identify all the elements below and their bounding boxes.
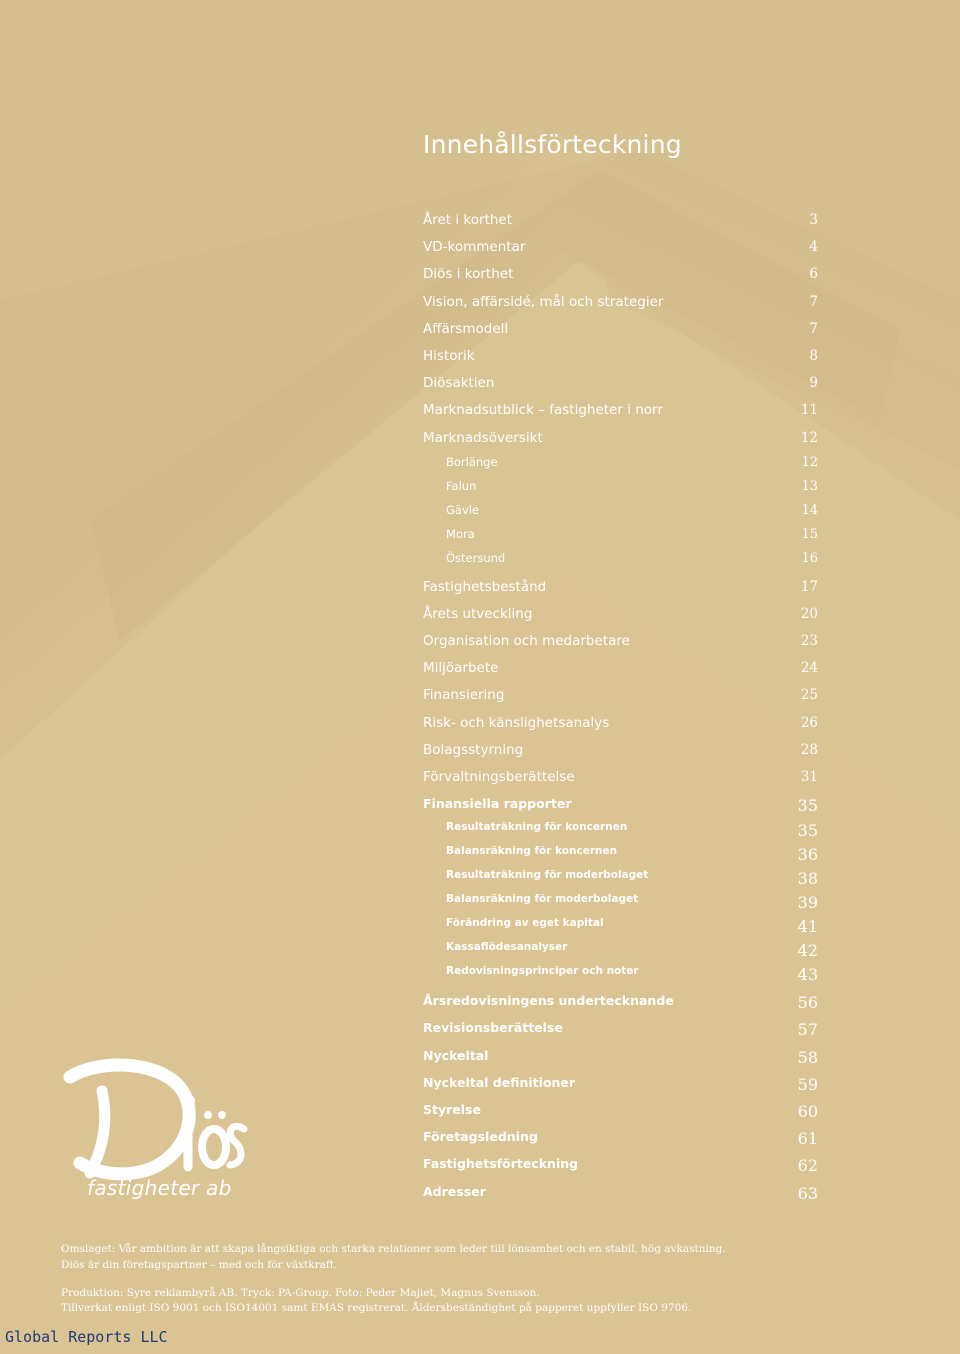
toc-entry-label: Årets utveckling <box>423 605 533 622</box>
toc-entry-label: Förvaltningsberättelse <box>423 769 575 785</box>
toc-entry-label: Årsredovisningens undertecknande <box>423 993 674 1009</box>
toc-entry-page: 14 <box>801 502 818 518</box>
toc-entry-page: 23 <box>800 633 818 649</box>
toc-entry-page: 63 <box>797 1183 818 1203</box>
toc-entry <box>423 212 818 232</box>
toc-entry-page: 13 <box>801 478 818 494</box>
toc-entry <box>423 715 818 735</box>
toc-entry-page: 6 <box>809 266 818 283</box>
toc-entry <box>423 1075 818 1095</box>
toc-entry <box>423 402 818 422</box>
toc-entry-page: 28 <box>800 741 818 758</box>
toc-entry-page: 7 <box>809 320 818 337</box>
cover-caption-line1: Omslaget: Vår ambition är att skapa långsiktiga och starka relationer som leder till lönsamhet och en stabil, hög avkastning. <box>61 1243 726 1255</box>
toc-entry-page: 12 <box>800 429 818 446</box>
toc-entry-label: Balansräkning för koncernen <box>446 845 618 858</box>
toc-entry-page: 4 <box>809 239 818 256</box>
toc-entry <box>423 348 818 368</box>
logo-subtitle: fastigheter ab <box>87 1176 232 1200</box>
toc-entry-label: Finansiering <box>423 687 505 704</box>
toc-entry-label: Förändring av eget kapital <box>446 917 604 930</box>
toc-entry-page: 36 <box>797 845 818 865</box>
toc-entry <box>423 917 818 937</box>
toc-entry-label: Redovisningsprinciper och noter <box>446 965 639 978</box>
toc-entry-page: 24 <box>800 660 818 677</box>
toc-entry <box>423 527 818 547</box>
toc-entry <box>423 1129 818 1149</box>
toc-entry <box>423 551 818 571</box>
toc-entry <box>423 1156 818 1176</box>
toc-entry <box>423 796 818 816</box>
iso-statement: Tillverkat enligt ISO 9001 och ISO14001 samt EMAS registrerat. Åldersbeständighet på papperet uppfyller ISO 9706. <box>61 1302 692 1314</box>
toc-entry-label: Marknadsutblick – fastigheter i norr <box>423 402 663 419</box>
toc-entry-page: 8 <box>809 348 818 364</box>
toc-entry-page: 56 <box>797 993 818 1013</box>
toc-entry-page: 61 <box>797 1129 818 1149</box>
toc-entry-page: 31 <box>800 769 818 785</box>
toc-entry-page: 3 <box>809 212 818 228</box>
toc-entry-label: Borlänge <box>446 454 498 469</box>
toc-entry-page: 57 <box>797 1020 818 1040</box>
toc-entry-label: Bolagsstyrning <box>423 741 524 758</box>
toc-entry-page: 60 <box>797 1102 818 1121</box>
watermark-text: Global Reports LLC <box>5 1328 168 1346</box>
toc-entry-label: Diös i korthet <box>423 266 514 283</box>
toc-entry <box>423 1184 818 1204</box>
toc-entry <box>423 239 818 259</box>
toc-entry <box>423 742 818 762</box>
toc-entry-label: VD-kommentar <box>423 239 526 256</box>
toc-entry-label: Organisation och medarbetare <box>423 633 630 649</box>
toc-entry <box>423 375 818 395</box>
toc-entry-page: 20 <box>800 605 818 622</box>
toc-entry-label: Året i korthet <box>423 212 513 228</box>
toc-entry <box>423 321 818 341</box>
toc-entry-page: 12 <box>801 454 818 470</box>
toc-entry-page: 7 <box>809 293 818 310</box>
toc-entry-page: 9 <box>809 375 818 392</box>
toc-entry-label: Nyckeltal <box>423 1047 489 1063</box>
toc-entry <box>423 503 818 523</box>
toc-entry <box>423 479 818 499</box>
toc-entry-label: Mora <box>446 526 475 541</box>
toc-entry <box>423 660 818 680</box>
toc-entry <box>423 965 818 985</box>
page-title: Innehållsförteckning <box>423 130 682 159</box>
toc-entry-page: 16 <box>801 550 818 566</box>
toc-entry-label: Företagsledning <box>423 1129 538 1145</box>
toc-entry <box>423 821 818 841</box>
toc-entry-page: 59 <box>797 1074 818 1094</box>
toc-entry <box>423 869 818 889</box>
toc-entry-page: 62 <box>797 1156 818 1176</box>
toc-entry <box>423 633 818 653</box>
toc-entry <box>423 455 818 475</box>
toc-entry-page: 35 <box>797 821 818 841</box>
toc-entry <box>423 430 818 450</box>
toc-entry-label: Adresser <box>423 1183 486 1199</box>
toc-entry-page: 17 <box>800 578 818 595</box>
toc-entry-label: Finansiella rapporter <box>423 796 572 812</box>
toc-entry-label: Revisionsberättelse <box>423 1020 563 1036</box>
toc-entry <box>423 893 818 913</box>
toc-entry-label: Fastighetsförteckning <box>423 1156 579 1172</box>
toc-entry-label: Risk- och känslighetsanalys <box>423 714 610 731</box>
toc-entry-page: 11 <box>800 402 818 419</box>
toc-entry <box>423 606 818 626</box>
toc-entry <box>423 1102 818 1122</box>
toc-entry-label: Kassaflödesanalyser <box>446 941 568 954</box>
toc-entry-label: Historik <box>423 348 475 364</box>
toc-entry-page: 25 <box>800 687 818 704</box>
toc-entry-page: 35 <box>797 796 818 816</box>
toc-entry-label: Styrelse <box>423 1102 481 1117</box>
toc-entry-page: 15 <box>801 526 818 542</box>
toc-entry <box>423 1020 818 1040</box>
toc-entry-page: 26 <box>800 714 818 731</box>
toc-entry <box>423 1048 818 1068</box>
production-credits: Produktion: Syre reklambyrå AB. Tryck: PA-Group. Foto: Peder Majiet, Magnus Svensson. <box>61 1287 540 1299</box>
toc-entry <box>423 294 818 314</box>
toc-entry-page: 39 <box>797 893 818 913</box>
toc-entry-label: Resultaträkning för moderbolaget <box>446 869 649 882</box>
toc-entry-label: Marknadsöversikt <box>423 429 543 446</box>
toc-entry-label: Falun <box>446 478 477 493</box>
toc-entry-page: 42 <box>797 941 818 961</box>
toc-entry-page: 38 <box>797 869 818 889</box>
toc-entry-label: Balansräkning för moderbolaget <box>446 893 639 906</box>
toc-entry-label: Gävle <box>446 502 480 517</box>
toc-entry-page: 43 <box>797 965 818 985</box>
toc-entry <box>423 993 818 1013</box>
toc-entry <box>423 266 818 286</box>
toc-entry-label: Affärsmodell <box>423 320 509 337</box>
toc-entry-label: Östersund <box>446 550 506 565</box>
toc-entry <box>423 941 818 961</box>
toc-entry-page: 58 <box>797 1047 818 1067</box>
cover-caption-line2: Diös är din företagspartner – med och för växtkraft. <box>61 1259 338 1271</box>
toc-entry-label: Diösaktien <box>423 375 495 392</box>
toc-entry <box>423 579 818 599</box>
toc-entry-label: Fastighetsbestånd <box>423 578 547 595</box>
toc-entry-label: Nyckeltal definitioner <box>423 1074 576 1090</box>
toc-entry-page: 41 <box>797 917 818 937</box>
toc-entry <box>423 769 818 789</box>
toc-entry-label: Resultaträkning för koncernen <box>446 821 628 834</box>
toc-entry <box>423 687 818 707</box>
toc-entry-label: Vision, affärsidé, mål och strategier <box>423 293 664 310</box>
toc-entry <box>423 845 818 865</box>
toc-entry-label: Miljöarbete <box>423 660 499 677</box>
